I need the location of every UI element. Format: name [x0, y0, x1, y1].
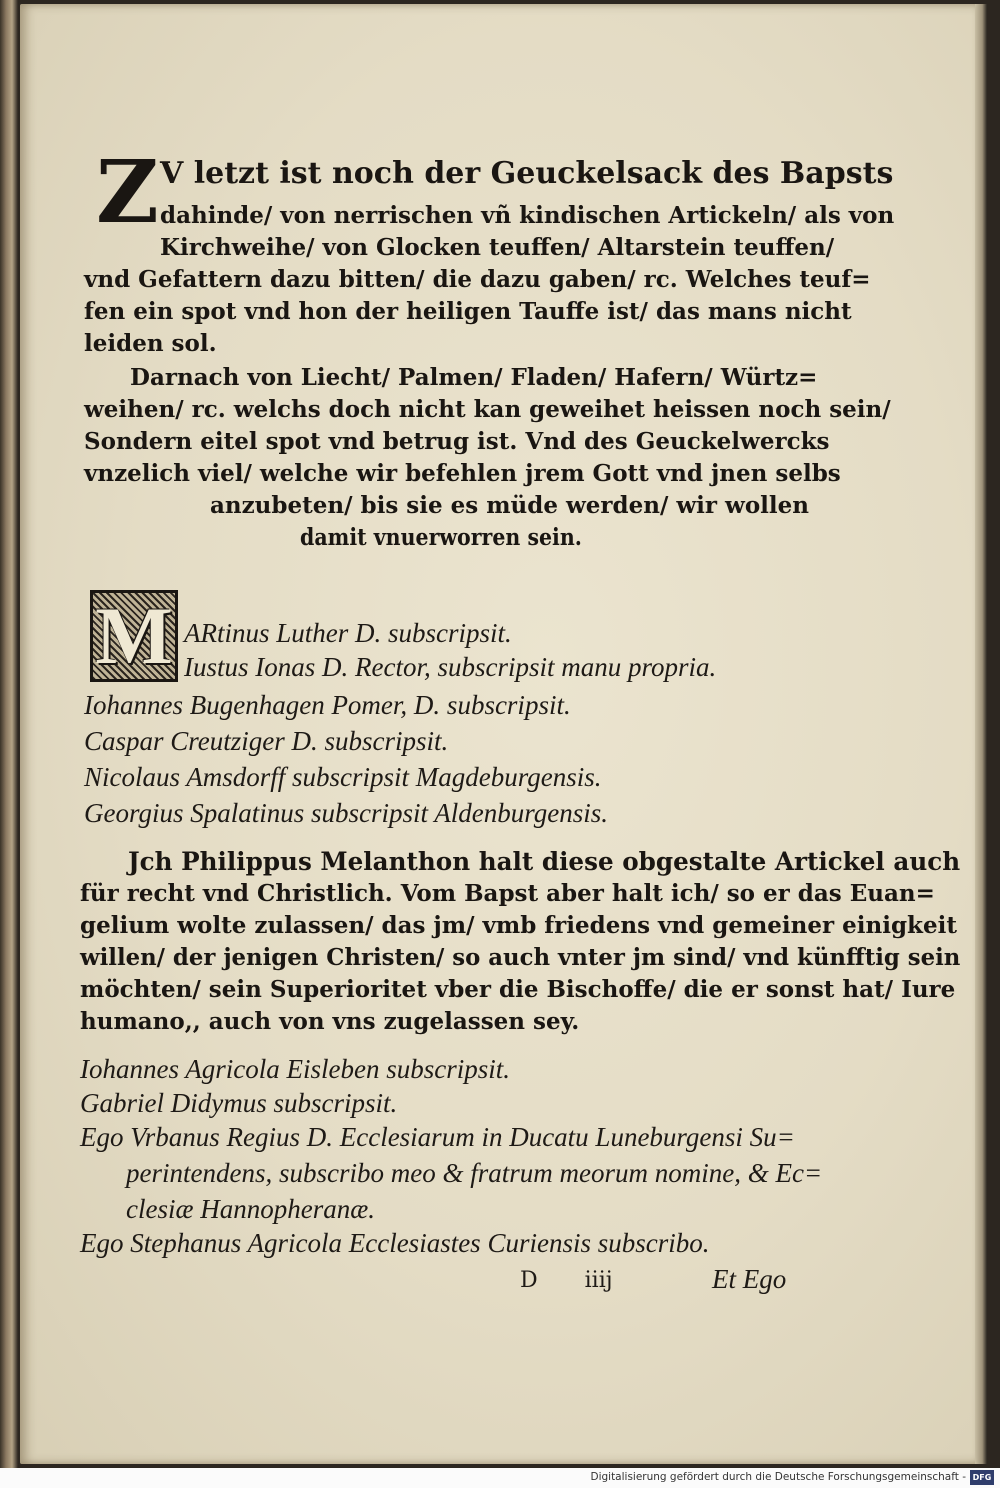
german-line-1: V letzt ist noch der Geuckelsack des Bapsts	[160, 156, 894, 191]
drop-initial-z: Z	[96, 142, 159, 243]
german-line-8: weihen/ rc. welchs doch nicht kan geweihet heissen noch sein/	[84, 396, 891, 423]
german-line-12: damit vnuerworren sein.	[300, 524, 582, 551]
german-line-7: Darnach von Liecht/ Palmen/ Fladen/ Hafern/ Würtz=	[130, 364, 818, 391]
signature-bugenhagen: Iohannes Bugenhagen Pomer, D. subscripsit.	[84, 690, 571, 720]
melanchthon-line-4: willen/ der jenigen Christen/ so auch vnter jm sind/ vnd künfftig sein	[80, 944, 961, 971]
german-line-11: anzubeten/ bis sie es müde werden/ wir wollen	[210, 492, 810, 519]
catchword: Et Ego	[712, 1264, 787, 1294]
melanchthon-line-5: möchten/ sein Superioritet vber die Bischoffe/ die er sonst hat/ Iure	[80, 976, 956, 1003]
melanchthon-line-3: gelium wolte zulassen/ das jm/ vmb friedens vnd gemeiner einigkeit	[80, 912, 957, 939]
attribution-text: Digitalisierung gefördert durch die Deutsche Forschungsgemeinschaft -	[590, 1471, 966, 1483]
german-line-2: dahinde/ von nerrischen vñ kindischen Artickeln/ als von	[160, 202, 895, 229]
signature-jonas: Iustus Ionas D. Rector, subscripsit manu propria.	[184, 652, 717, 682]
signature-spalatinus: Georgius Spalatinus subscripsit Aldenburgensis.	[84, 798, 609, 828]
german-line-5: fen ein spot vnd hon der heiligen Tauffe ist/ das mans nicht	[84, 298, 852, 325]
melanchthon-line-2: für recht vnd Christlich. Vom Bapst aber halt ich/ so er das Euan=	[80, 880, 935, 907]
signature-amsdorff: Nicolaus Amsdorff subscripsit Magdeburgensis.	[84, 762, 602, 792]
decorated-initial-m	[90, 590, 178, 682]
signature-luther: ARtinus Luther D. subscripsit.	[184, 618, 512, 648]
german-line-4: vnd Gefattern dazu bitten/ die dazu gaben/ rc. Welches teuf=	[84, 266, 871, 293]
german-line-10: vnzelich viel/ welche wir befehlen jrem Gott vnd jnen selbs	[84, 460, 841, 487]
melanchthon-line-1: Jch Philippus Melanthon halt diese obgestalte Artickel auch	[128, 847, 961, 876]
signature-agricola-curiensis: Ego Stephanus Agricola Ecclesiastes Curiensis subscribo.	[80, 1228, 710, 1258]
melanchthon-line-6: humano,, auch von vns zugelassen sey.	[80, 1008, 580, 1035]
page-edge	[975, 4, 987, 1464]
german-line-9: Sondern eitel spot vnd betrug ist. Vnd des Geuckelwercks	[84, 428, 830, 455]
initial-letter: M	[95, 590, 173, 681]
signature-regius-line-3: clesiæ Hannopheranæ.	[126, 1194, 375, 1224]
signature-didymus: Gabriel Didymus subscripsit.	[80, 1088, 398, 1118]
signature-regius-line-1: Ego Vrbanus Regius D. Ecclesiarum in Ducatu Luneburgensi Su=	[80, 1122, 795, 1152]
signature-regius-line-2: perintendens, subscribo meo & fratrum meorum nomine, & Ec=	[126, 1158, 823, 1188]
signature-mark: D iiij	[520, 1268, 613, 1293]
dfg-logo: DFG	[970, 1470, 994, 1485]
german-line-3: Kirchweihe/ von Glocken teuffen/ Altarstein teuffen/	[160, 234, 835, 261]
german-line-6: leiden sol.	[84, 330, 217, 357]
signature-creutziger: Caspar Creutziger D. subscripsit.	[84, 726, 449, 756]
signature-agricola-eisleben: Iohannes Agricola Eisleben subscripsit.	[80, 1054, 510, 1084]
